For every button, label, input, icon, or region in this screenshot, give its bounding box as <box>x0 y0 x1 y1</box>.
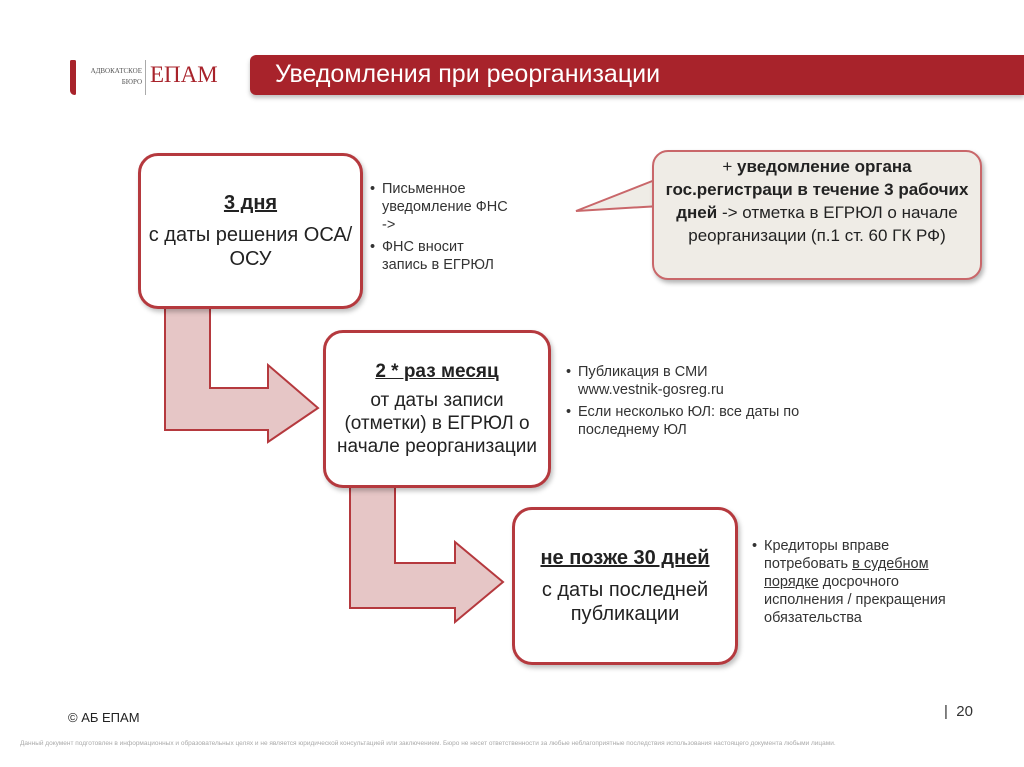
bullet: • ФНС вносит запись в ЕГРЮЛ <box>370 238 510 274</box>
page-number <box>944 703 973 720</box>
callout-text: -> отметка в ЕГРЮЛ о начале реорганизации (п.1 ст. 60 ГК РФ) <box>688 203 958 245</box>
logo-subtitle: АДВОКАТСКОЕ БЮРО <box>90 67 142 86</box>
bullet: • Если несколько ЮЛ: все даты по последнему ЮЛ <box>566 403 846 439</box>
arrow-2 <box>350 487 503 622</box>
step-text: от даты записи (отметки) в ЕГРЮЛ о начале реорганизации <box>337 390 537 457</box>
bullet: • Письменное уведомление ФНС -> <box>370 180 510 234</box>
page-separator: | <box>944 703 948 720</box>
copyright: © АБ ЕПАМ <box>68 710 140 725</box>
bullet-text: Кредиторы вправе потребовать <box>764 538 890 572</box>
callout-note <box>652 150 982 280</box>
step-heading: не позже 30 дней <box>540 547 710 569</box>
step-box-2 <box>323 330 551 488</box>
callout-pointer <box>576 178 660 211</box>
page-title: Уведомления при реорганизации <box>275 60 661 88</box>
step-2-bullets <box>566 363 846 443</box>
step-1-bullets <box>370 180 510 278</box>
bullet-emphasis: в судебном порядке <box>764 556 929 590</box>
callout-plus: + <box>722 157 738 176</box>
step-heading: 3 дня <box>223 192 278 214</box>
callout-bold: уведомление органа гос.регистраци в течение 3 рабочих дней <box>665 157 969 222</box>
disclaimer: Данный документ подготовлен в информационных и образовательных целях и не является юридической консультацией или заключением. Бюро не несет ответственности за любые неблагоприятные последствия использования настоящего документа любыми лицами. <box>20 740 836 747</box>
bullet: • Публикация в СМИ www.vestnik-gosreg.ru <box>566 363 756 399</box>
step-text: с даты решения ОСА/ОСУ <box>148 224 353 270</box>
logo-name: ЕПАМ <box>150 62 218 87</box>
step-box-1 <box>138 153 363 309</box>
bullet-text: досрочного исполнения / прекращения обязательства <box>764 574 946 626</box>
page-number-value: 20 <box>956 703 973 720</box>
arrow-1 <box>165 308 318 442</box>
step-text: с даты последней публикации <box>541 579 709 625</box>
step-heading: 2 * раз месяц <box>375 361 499 382</box>
bullet <box>752 537 977 627</box>
step-3-bullets <box>752 537 977 631</box>
step-box-3 <box>512 507 738 665</box>
